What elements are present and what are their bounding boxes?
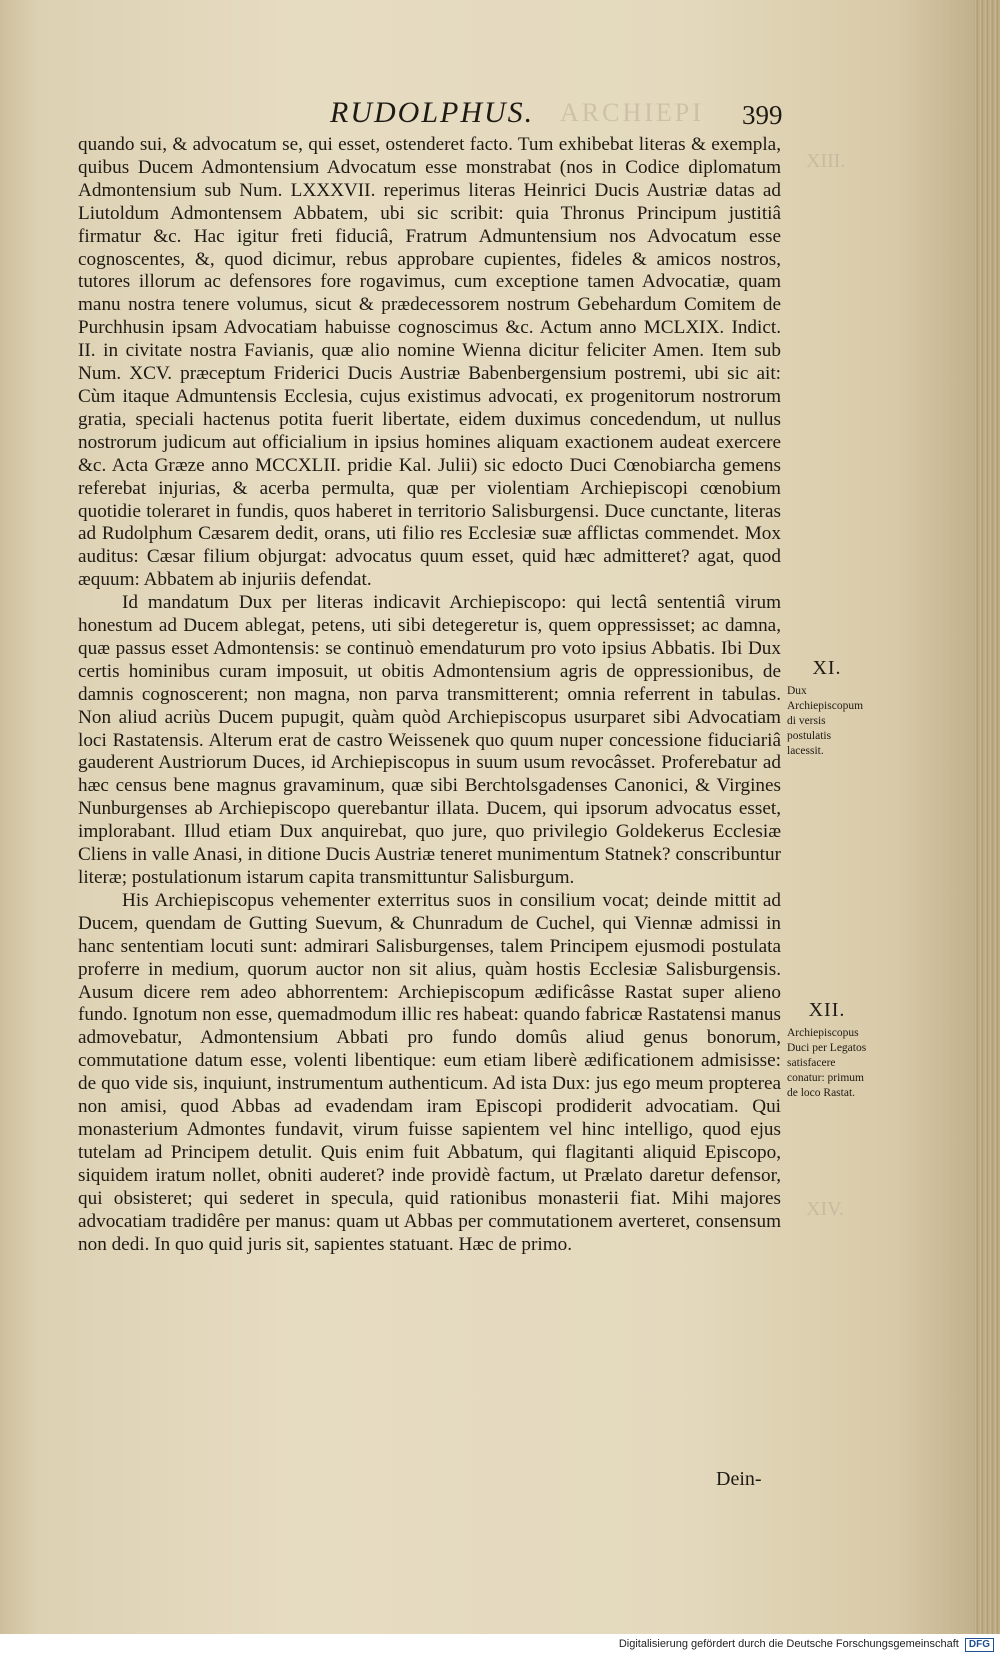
page-edge bbox=[974, 0, 1000, 1634]
paragraph: Id mandatum Dux per literas indicavit Archiepiscopo: qui lectâ sententiâ virum honestum ad Ducem ablegat, petens, uti sibi detegeretur is, quem oppressisset; ac damna, quæ passus esset Admontensis: se continuò emendaturum pro voto ipsius Abbatis. Ibi Dux certis hominibus curam imposuit, ut obitis Admontensium agris de oppressionibus, de damnis cognoscerent; non magna, non parva transmitterent; omnia referrent in tabulas. Non aliud acriùs Ducem pupugit, quàm quòd Archiepiscopus usurparet sibi Advocatiam loci Rastatensis. Alterum erat de castro Weissenek quo quum nuper concessione fiduciariâ gauderent Austriorum Duces, id Archiepiscopus in suum usum revocâsset. Proferebatur ad hæc census bene magnus gravaminum, quæ sibi Berchtolsgadenses Canonici, & Virgines Nunburgenses ab Archiepiscopo querebantur illata. Ducem, qui ipsorum advocatus esset, implorabant. Illud etiam Dux anquirebat, quo jure, quo privilegio Goldekerus Ecclesiæ Cliens in valle Anasi, in ditione Ducis Austriæ teneret munimentum Statnek? conscribuntur literæ; postulationum istarum capita transmittuntur Salisburgum. bbox=[78, 592, 781, 888]
paragraph: His Archiepiscopus vehementer exterritus suos in consilium vocat; deinde mittit ad Ducem, quendam de Gutting Suevum, & Chunradum de Cuchel, qui Viennæ admissi in hanc sententiam locuti sunt: admirari Salisburgenses, talem Principem ejusmodi postulata proferre in medium, quorum auctor non sit alius, quàm hostis Ecclesiæ Salisburgensis. Ausum dicere rem adeo abhorrentem: Archiepiscopum ædificâsse Rastat super alieno fundo. Ignotum non esse, quemadmodum illic res habeat: quando fabricæ Rastatensi manus admovebatur, Admontensium Abbati pro fundo domûs aliud genus bonorum, commutatione datum esse, volenti libentique: eum etiam liberè ædificationem admisisse: de quo vide sis, inquiunt, instrumentum authenticum. Ad ista Dux: jus ego meum propterea non amisi, quod Abbas ad evadendam iram Episcopi prodiderit advocatiam. Qui monasterium Admontes fundavit, virum fuisse sapientem vel hinc intelligo, quod ejus tutelam ad Principem detulit. Quis enim fuit Abbatum, qui flagitanti aliquid Episcopo, siquidem iratum nollet, obniti auderet? inde providè factum, ut Prælato daretur defensor, qui obsisteret; qui sederet in specula, quid rationibus monasterii fiat. Mihi majores advocatiam tradidêre per manus: quam ut Abbas per commutationem averteret, consensum non dedi. In quo quid juris sit, sapientes statuant. Hæc de primo. bbox=[78, 889, 781, 1255]
digitization-credit bbox=[619, 1638, 994, 1652]
margin-note bbox=[787, 656, 867, 759]
margin-note-text: Dux Archiepiscopum di versis postulatis lacessit. bbox=[787, 685, 864, 757]
margin-note-text: Archiepiscopus Duci per Legatos satisfacere conatur: primum de loco Rastat. bbox=[787, 1027, 867, 1099]
catchword: Dein- bbox=[716, 1468, 762, 1490]
margin-note bbox=[787, 998, 867, 1101]
bleed-through-text: ARCHIEPI bbox=[560, 98, 704, 127]
margin-note-number: XI. bbox=[812, 657, 842, 679]
bleed-through-mark: XIV. bbox=[806, 1198, 844, 1220]
running-title: RUDOLPHUS. bbox=[330, 96, 535, 129]
credit-text: Digitalisierung gefördert durch die Deutsche Forschungsgemeinschaft bbox=[618, 1638, 959, 1650]
dfg-logo: DFG bbox=[965, 1638, 994, 1652]
page-number: 399 bbox=[742, 100, 783, 130]
paragraph: quando sui, & advocatum se, qui esset, ostenderet facto. Tum exhibebat literas & exempla, quibus Ducem Admontensium Advocatum esse monstrabat (nos in Codice diplomatum Admontensium sub Num. LXXXVII. reperimus literas Heinrici Ducis Austriæ datas ad Liutoldum Admontensem Abbatem, ubi sic scribit: quia Thronus Principum justitiâ firmatur &c. Hac igitur freti fiduciâ, Fratrum Admuntensium nos Advocatum esse cognoscentes, &, quod dicimur, rebus approbare cupientes, fideles & amicos nostros, tutores illorum ac defensores fore rogavimus, cum exceptione tamen Advocatiæ, quam manu nostra tenere volumus, sicut & prædecessorem nostrum Gebehardum Comitem de Purchhusin ipsam Advocatiam habuisse cognoscimus &c. Actum anno MCLXIX. Indict. II. in civitate nostra Favianis, quæ alio nomine Wienna dicitur feliciter Amen. Item sub Num. XCV. præceptum Friderici Ducis Austriæ Babenbergensium postremi, ubi sic ait: Cùm itaque Admuntensis Ecclesia, cujus existimus advocati, ex progenitorum nostrorum gratia, speciali hactenus potita fuerit libertate, eidem duximus concedendum, ut nullus nostrorum judicum aut officialium in ipsius homines aliquam exactionem audeat exercere &c. Acta Græze anno MCCXLII. pridie Kal. Julii) sic edocto Duci Cœnobiarcha gemens referebat injurias, & acerba permulta, quæ per violentiam Archiepiscopi cœnobium quotidie toleraret in fundis, quos haberet in territorio Salisburgensi. Duce cunctante, literas ad Rudolphum Cæsarem dedit, orans, uti filio res Ecclesiæ suæ afflictas commendet. Mox auditus: Cæsar filium objurgat: advocatus quum esset, quid hæc admitteret? agat, quod æquum: Abbatem ab injuriis defendat. bbox=[78, 134, 781, 591]
margin-note-number: XII. bbox=[808, 999, 846, 1021]
bleed-through-mark: XIII. bbox=[806, 150, 846, 172]
main-text bbox=[78, 134, 781, 1256]
